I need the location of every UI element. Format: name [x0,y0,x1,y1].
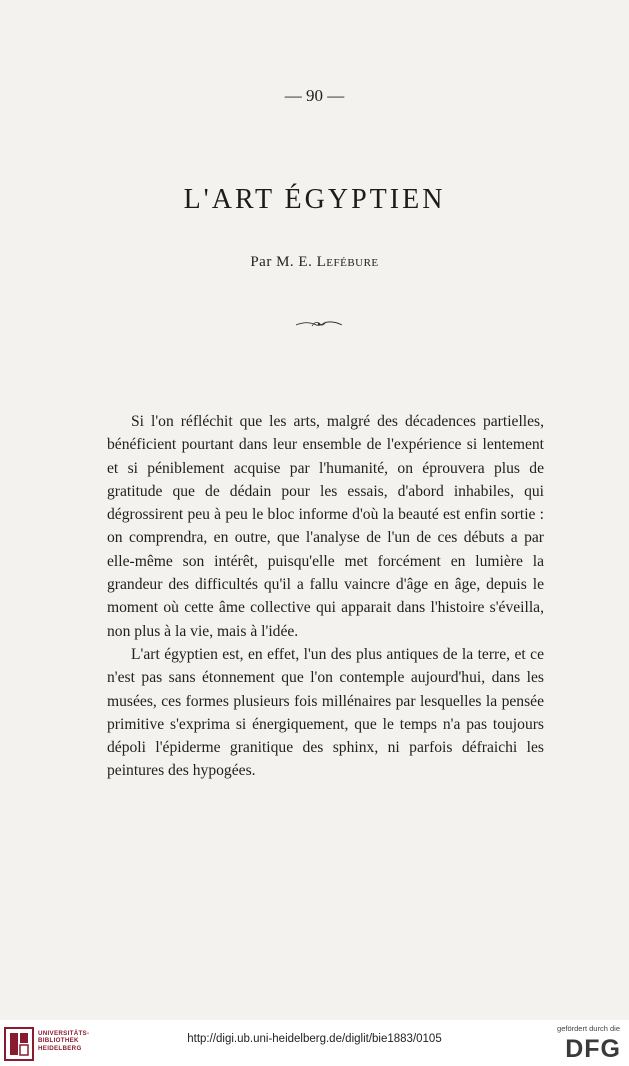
author-prefix: Par M. E. [250,254,317,270]
ornament-divider-icon [294,318,344,330]
author-line [0,254,629,271]
paragraph-1: Si l'on réfléchit que les arts, malgré des décadences partielles, bénéficient pourtant dans leur ensemble de l'expérience si lentement et si péniblement acquise par l'humanité, on éprouvera plus de gratitude que de dédain pour les essais, d'abord inhabiles, qui dégrossirent peu à peu le bloc informe d'où la beauté est enfin sortie : on comprendra, en outre, que l'analyse de l'un de ces débuts a par elle-même son intérêt, puisqu'elle met forcément en lumière la grandeur des difficultés qu'il a fallu vaincre d'âge en âge, depuis le moment où cette âme collective qui apparait dans l'histoire s'éveilla, non plus à la vie, mais à l'idée. [107,413,544,640]
permalink-url[interactable]: http://digi.ub.uni-heidelberg.de/diglit/bie1883/0105 [187,1033,442,1045]
page-number: — 90 — [284,86,345,105]
article-body [107,410,544,783]
author-name: Lefébure [316,254,379,270]
article-title: L'ART ÉGYPTIEN [183,184,446,215]
funding-label: gefördert durch die [557,1024,620,1033]
dfg-logo[interactable]: DFG [565,1035,621,1063]
paragraph-2: L'art égyptien est, en effet, l'un des plus antiques de la terre, et ce n'est pas sans étonnement que l'on contemple aujourd'hui, dans les musées, ces formes plusieurs fois millénaires par lesquelles la pensée primitive s'exprima si énergiquement, que le temps n'a pas toujours dépoli l'épiderme granitique des sphinx, ni parfois défraichi les peintures des hypogées. [107,645,544,780]
library-name[interactable]: UNIVERSITÄTS- BIBLIOTHEK HEIDELBERG [38,1030,90,1052]
